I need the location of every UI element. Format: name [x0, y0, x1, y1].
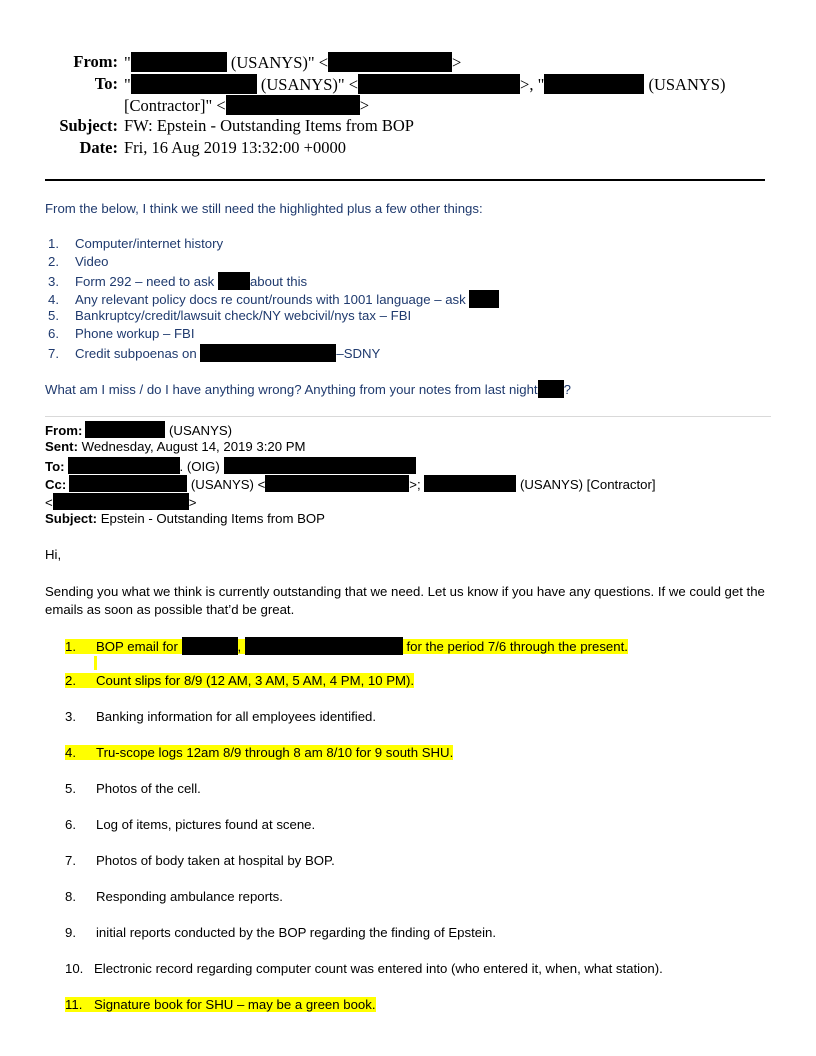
header-date-label: Date: [79, 138, 118, 157]
list-item: 5. Bankruptcy/credit/lawsuit check/NY webcivil/nys tax – FBI [48, 308, 412, 323]
redaction-box [245, 637, 403, 655]
list-item: 7. Photos of body taken at hospital by BOP. [65, 853, 335, 868]
redaction-box [182, 637, 238, 655]
redaction-box [68, 457, 180, 474]
highlight-mark [94, 656, 97, 670]
list-item: 6. Log of items, pictures found at scene. [65, 817, 316, 832]
list-item: 2. Count slips for 8/9 (12 AM, 3 AM, 5 AM, 4 PM, 10 PM). [65, 673, 415, 688]
fwd-from-row: From: (USANYS) [45, 423, 233, 438]
list-item: 9. initial reports conducted by the BOP regarding the finding of Epstein. [65, 925, 497, 940]
list-item: 11. Signature book for SHU – may be a green book. [65, 997, 376, 1012]
list-item: 7. Credit subpoenas on –SDNY [48, 346, 381, 361]
list-item: 8. Responding ambulance reports. [65, 889, 283, 904]
list-item: 6. Phone workup – FBI [48, 326, 195, 341]
redaction-box [328, 52, 452, 72]
fwd-to-row: To: . (OIG) [45, 457, 416, 474]
redaction-box [69, 475, 187, 492]
list-item: 2. Video [48, 254, 109, 269]
redaction-box [131, 52, 227, 72]
list-item: 4. Any relevant policy docs re count/rounds with 1001 language – ask [48, 290, 499, 308]
header-subject-row [0, 116, 816, 138]
fwd-cc-row: Cc: (USANYS) < >; (USANYS) [Contractor] [45, 477, 656, 492]
header-subject-label: Subject: [59, 116, 118, 135]
redaction-box [358, 74, 520, 94]
redaction-box [226, 95, 360, 115]
redaction-box [131, 74, 257, 94]
list-item: 1. Computer/internet history [48, 236, 224, 251]
header-from-row: From: " (USANYS)" < > [0, 52, 816, 74]
list-item: 3. Banking information for all employees identified. [65, 709, 377, 724]
redaction-box [424, 475, 516, 492]
header-from-label: From: [73, 52, 118, 71]
fwd-subject-row: Subject: Epstein - Outstanding Items from BOP [45, 511, 325, 526]
redaction-box [218, 272, 250, 290]
fwd-greeting: Hi, [45, 547, 62, 562]
redaction-box [469, 290, 499, 308]
list-item: 3. Form 292 – need to ask about this [48, 274, 308, 289]
header-to-row-cont: [Contractor]" < > [124, 96, 370, 115]
list-item: 1. BOP email for , for the period 7/6 through the present. [65, 639, 628, 654]
fwd-body: Sending you what we think is currently outstanding that we need. Let us know if you have any questions. If we could get the emails as soon as possible that’d be great. [45, 584, 765, 617]
header-to-row: To: " (USANYS)" < >, " (USANYS) [0, 74, 816, 96]
list-item: 4. Tru-scope logs 12am 8/9 through 8 am 8/10 for 9 south SHU. [65, 745, 454, 760]
header-subject-value: FW: Epstein - Outstanding Items from BOP [124, 116, 414, 135]
header-date-value: Fri, 16 Aug 2019 13:32:00 +0000 [124, 138, 346, 157]
note-intro: From the below, I think we still need the highlighted plus a few other things: [45, 201, 483, 216]
redaction-box [85, 421, 165, 438]
header-to-label: To: [94, 74, 118, 93]
header-divider [45, 179, 765, 181]
redaction-box [53, 493, 189, 510]
list-item: 5. Photos of the cell. [65, 781, 201, 796]
fwd-sent-row: Sent: Wednesday, August 14, 2019 3:20 PM [45, 439, 306, 454]
redaction-box [538, 380, 564, 398]
redaction-box [224, 457, 416, 474]
fwd-cc-row-cont: < > [45, 495, 197, 510]
header-date-row [0, 138, 816, 160]
redaction-box [265, 475, 409, 492]
note-closing: What am I miss / do I have anything wrong? Anything from your notes from last night ? [45, 382, 571, 397]
list-item: 10. Electronic record regarding computer count was entered into (who entered it, when, what station). [65, 961, 663, 976]
redaction-box [200, 344, 336, 362]
forward-divider [45, 416, 771, 417]
redaction-box [544, 74, 644, 94]
